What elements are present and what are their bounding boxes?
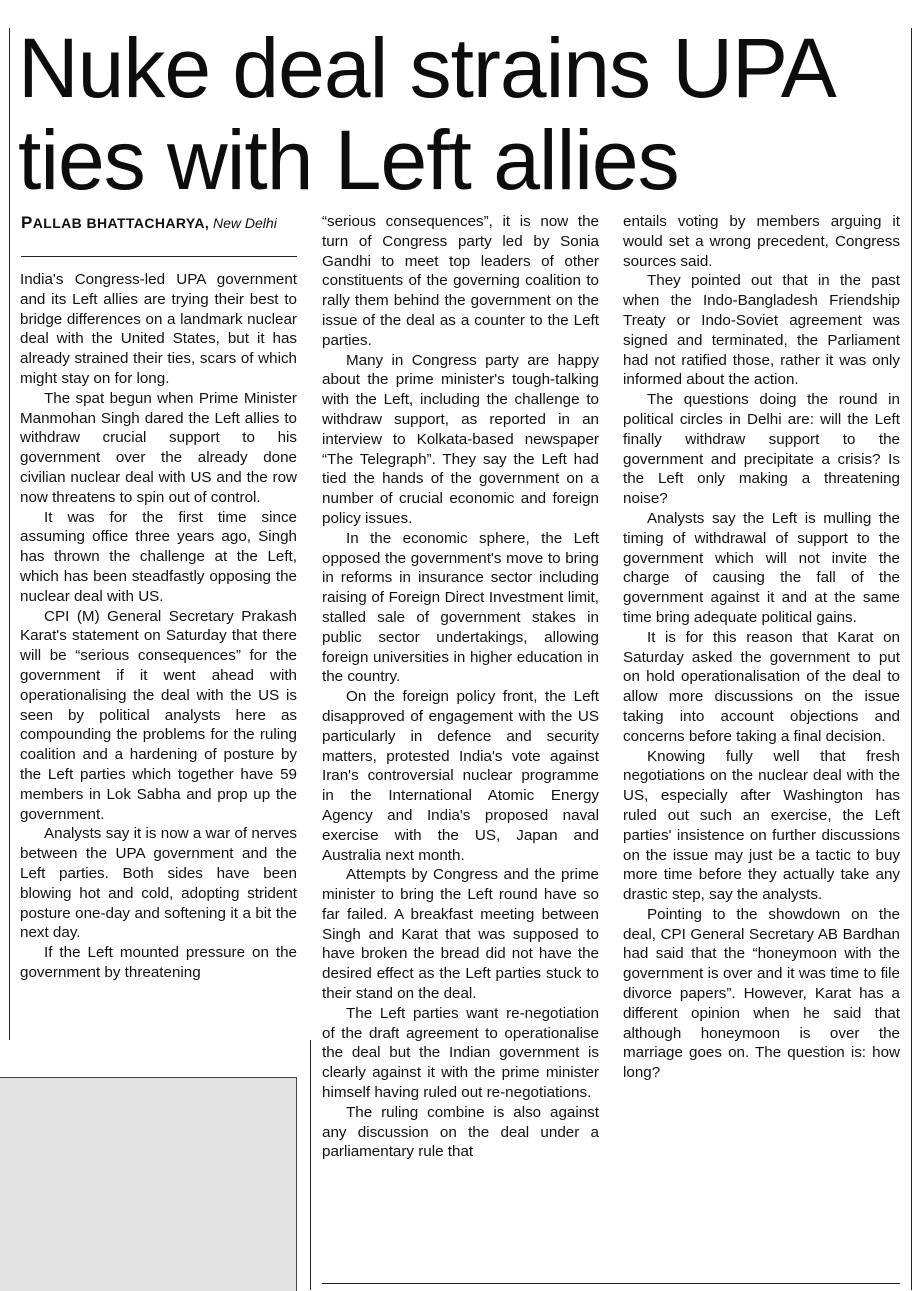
byline-divider (21, 256, 297, 257)
paragraph: Analysts say it is now a war of nerves between the UPA government and the Left parties. Both sides have been blowing hot and cold, adopting strident posture one-day and softening it a bit the next day. (20, 825, 297, 942)
column-2-left-rule (310, 1040, 311, 1290)
author-name: PALLAB BHATTACHARYA, (21, 213, 210, 232)
paragraph: Analysts say the Left is mulling the timing of withdrawal of support to the government which will not invite the charge of causing the fall of the government against it and at the same time bring adequate political gains. (623, 509, 900, 626)
left-column-rule (9, 28, 10, 1040)
paragraph: On the foreign policy front, the Left disapproved of engagement with the US particularly in defence and security matters, protested India's vote against Iran's controversial nuclear programme in the International Atomic Energy Agency and India's proposed naval exercise with the US, Japan and Australia next month. (322, 688, 599, 864)
paragraph: They pointed out that in the past when the Indo-Bangladesh Friendship Treaty or Indo-Soviet agreement was signed and terminated, the Parliament had not ratified those, rather it was only informed about the action. (623, 272, 900, 389)
headline: Nuke deal strains UPA ties with Left allies (18, 21, 832, 207)
bottom-rule (322, 1283, 900, 1284)
paragraph: “serious consequences”, it is now the turn of Congress party led by Sonia Gandhi to meet top leaders of other constituents of the governing coalition to rally them behind the government on the issue of the deal as a counter to the Left parties. (322, 213, 599, 349)
paragraph: entails voting by members arguing it would set a wrong precedent, Congress sources said. (623, 213, 900, 270)
article-column-2 (322, 212, 599, 1162)
paragraph: The spat begun when Prime Minister Manmohan Singh dared the Left allies to withdraw crucial support to his government over the already done civilian nuclear deal with US and the row now threatens to spin out of control. (20, 389, 297, 506)
paragraph: CPI (M) General Secretary Prakash Karat's statement on Saturday that there will be “serious consequences” for the government if it went ahead with operationalising the deal with the US is seen by political analysts here as compounding the problems for the ruling coalition and a hardening of posture by the Left parties which together have 59 members in Lok Sabha and prop up the government. (20, 607, 297, 823)
paragraph: It is for this reason that Karat on Saturday asked the government to put on hold operationalisation of the deal to allow more discussions on the issue taking into account objections and concerns before taking a final decision. (623, 628, 900, 745)
grey-placeholder-box (0, 1077, 297, 1291)
paragraph: Many in Congress party are happy about the prime minister's tough-talking with the Left, including the challenge to withdraw support, as reported in an interview to Kolkata-based newspaper “The Telegraph”. They say the Left had tied the hands of the government on a number of crucial economic and foreign policy issues. (322, 351, 599, 527)
byline (21, 214, 297, 232)
paragraph: Knowing fully well that fresh negotiations on the nuclear deal with the US, especially after Washington has ruled out such an exercise, the Left parties' insistence on further discussions on the issue may just be a tactic to buy more time before they actually take any drastic step, say the analysts. (623, 747, 900, 904)
paragraph: If the Left mounted pressure on the government by threatening (20, 944, 297, 981)
dateline-location: New Delhi (213, 215, 277, 231)
article-column-3 (623, 212, 900, 1083)
paragraph: India's Congress-led UPA government and its Left allies are trying their best to bridge differences on a landmark nuclear deal with the United States, but it has already strained their ties, scars of which might stay on for long. (20, 271, 297, 387)
right-column-rule (911, 28, 912, 1290)
article-column-1 (20, 270, 297, 983)
paragraph: It was for the first time since assuming office three years ago, Singh has thrown the challenge at the Left, which has been steadfastly opposing the nuclear deal with US. (20, 508, 297, 605)
paragraph: The Left parties want re-negotiation of the draft agreement to operationalise the deal but the Indian government is clearly against it with the prime minister himself having ruled out re-negotiations. (322, 1004, 599, 1102)
paragraph: The ruling combine is also against any discussion on the deal under a parliamentary rule that (322, 1103, 599, 1161)
paragraph: The questions doing the round in political circles in Delhi are: will the Left finally withdraw support to the government and precipitate a crisis? Is the Left only making a threatening noise? (623, 391, 900, 508)
paragraph: Attempts by Congress and the prime minister to bring the Left round have so far failed. A breakfast meeting between Singh and Karat that was supposed to have broken the bread did not have the desired effect as the Left parties stuck to their stand on the deal. (322, 866, 599, 1003)
paragraph: Pointing to the showdown on the deal, CPI General Secretary AB Bardhan had said that the “honeymoon with the government is over and it was time to file divorce papers”. However, Karat has a different opinion when he said that although honeymoon is over the marriage goes on. The question is: how long? (623, 905, 900, 1082)
paragraph: In the economic sphere, the Left opposed the government's move to bring in reforms in insurance sector including raising of Foreign Direct Investment limit, stalled sale of government stakes in public sector undertakings, allowing foreign universities in higher education in the country. (322, 529, 599, 686)
